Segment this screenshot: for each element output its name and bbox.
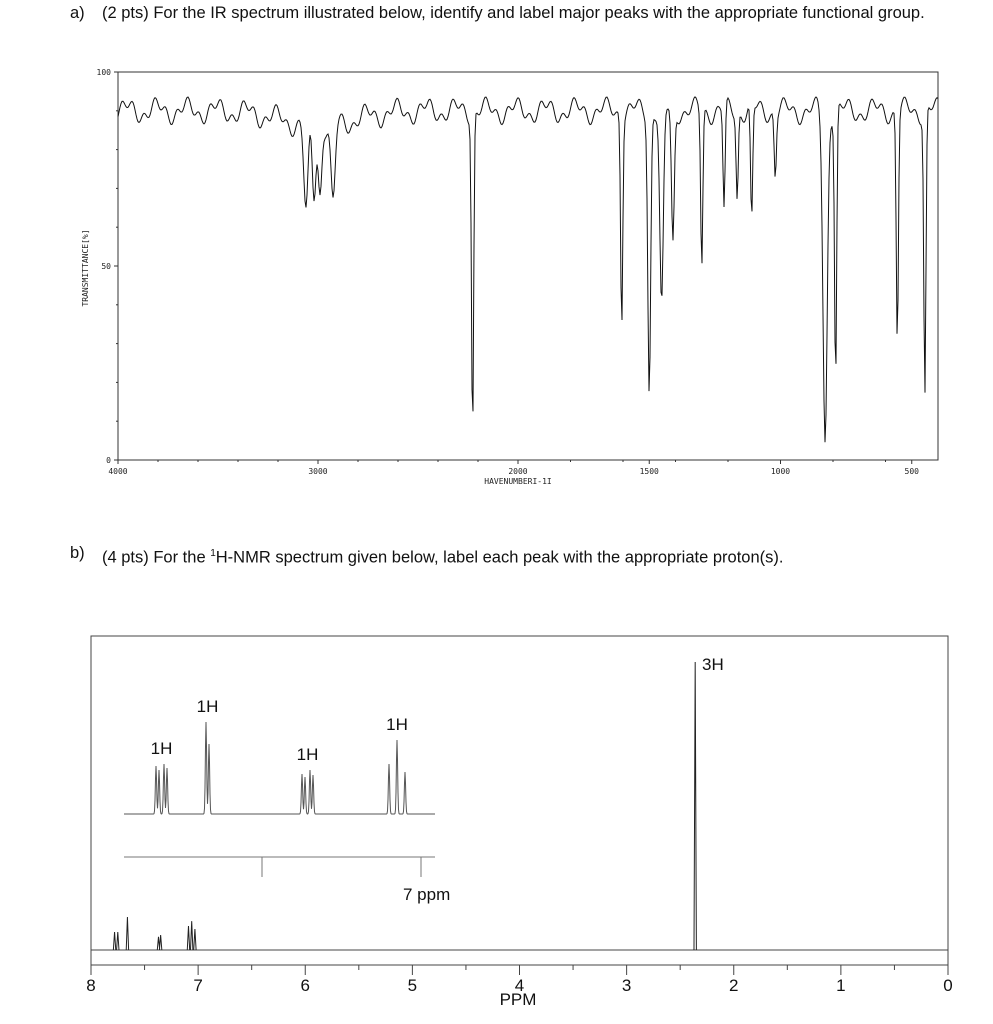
- nmr-peak: [159, 935, 161, 950]
- nmr-peak: [113, 932, 115, 950]
- nmr-peak: [190, 921, 192, 950]
- nmr-x-tick-label: 0: [943, 976, 953, 995]
- ir-x-tick-label: 1000: [770, 467, 791, 476]
- inset-peak-label: 1H: [386, 715, 408, 734]
- ir-plot-frame: [118, 72, 938, 460]
- nmr-peak: [187, 926, 189, 950]
- ir-y-tick-label: 100: [96, 68, 111, 77]
- inset-peak-label: 1H: [196, 697, 219, 716]
- ir-y-tick-label: 50: [101, 262, 111, 271]
- question-b: [70, 543, 970, 567]
- nmr-x-tick-label: 2: [729, 976, 739, 995]
- question-b-text-start: (4 pts) For the: [102, 548, 211, 567]
- ir-spectrum: [0, 0, 993, 500]
- nmr-main-peaks: [113, 662, 696, 950]
- question-b-superscript: 1: [210, 548, 216, 559]
- ir-x-tick-label: 1500: [639, 467, 659, 476]
- nmr-peak: [694, 662, 696, 950]
- ir-x-tick-label: 3000: [308, 467, 328, 476]
- nmr-x-tick-label: 7: [193, 976, 203, 995]
- ir-xlabel: HAVENUMBERI-1I: [484, 477, 552, 486]
- nmr-x-tick-label: 8: [86, 976, 96, 995]
- ir-y-tick-label: 0: [106, 456, 111, 465]
- nmr-peak: [157, 937, 159, 950]
- ir-x-tick-label: 4000: [108, 467, 128, 476]
- inset-peak-label: 1H: [296, 745, 319, 764]
- question-a-label: a): [70, 4, 85, 22]
- nmr-peak: [117, 932, 119, 950]
- inset-peak-label: 1H: [150, 739, 173, 758]
- ir-spectrum-line: [118, 97, 938, 442]
- nmr-x-tick-label: 6: [300, 976, 310, 995]
- nmr-x-tick-label: 1: [836, 976, 846, 995]
- nmr-peak: [194, 929, 196, 950]
- nmr-plot-frame: [91, 636, 948, 965]
- nmr-x-ticks: [86, 965, 952, 995]
- inset-labels: [151, 697, 408, 764]
- ir-y-ticks: [97, 68, 118, 465]
- nmr-x-tick-label: 3: [621, 976, 632, 995]
- inset-scale-label: 7 ppm: [403, 885, 451, 904]
- nmr-peak: [126, 917, 128, 950]
- ir-ylabel: TRANSMITTANCE[%]: [81, 229, 90, 307]
- nmr-3h-label: 3H: [702, 655, 724, 674]
- ir-x-tick-label: 2000: [508, 467, 528, 476]
- question-a-text: (2 pts) For the IR spectrum illustrated below, identify and label major peaks with the appropriate functional group.: [102, 4, 925, 22]
- nmr-inset: [124, 697, 450, 904]
- nmr-xlabel: PPM: [499, 990, 537, 1009]
- nmr-x-tick-label: 5: [407, 976, 418, 995]
- inset-spectrum-line: [124, 722, 435, 814]
- ir-x-tick-label: 500: [904, 467, 919, 476]
- question-b-label: b): [70, 544, 85, 562]
- question-b-text-end: H-NMR spectrum given below, label each peak with the appropriate proton(s).: [215, 548, 784, 567]
- question-b-text: [102, 543, 783, 569]
- ir-x-ticks: [108, 460, 919, 476]
- nmr-x-tick-label: 4: [514, 976, 525, 995]
